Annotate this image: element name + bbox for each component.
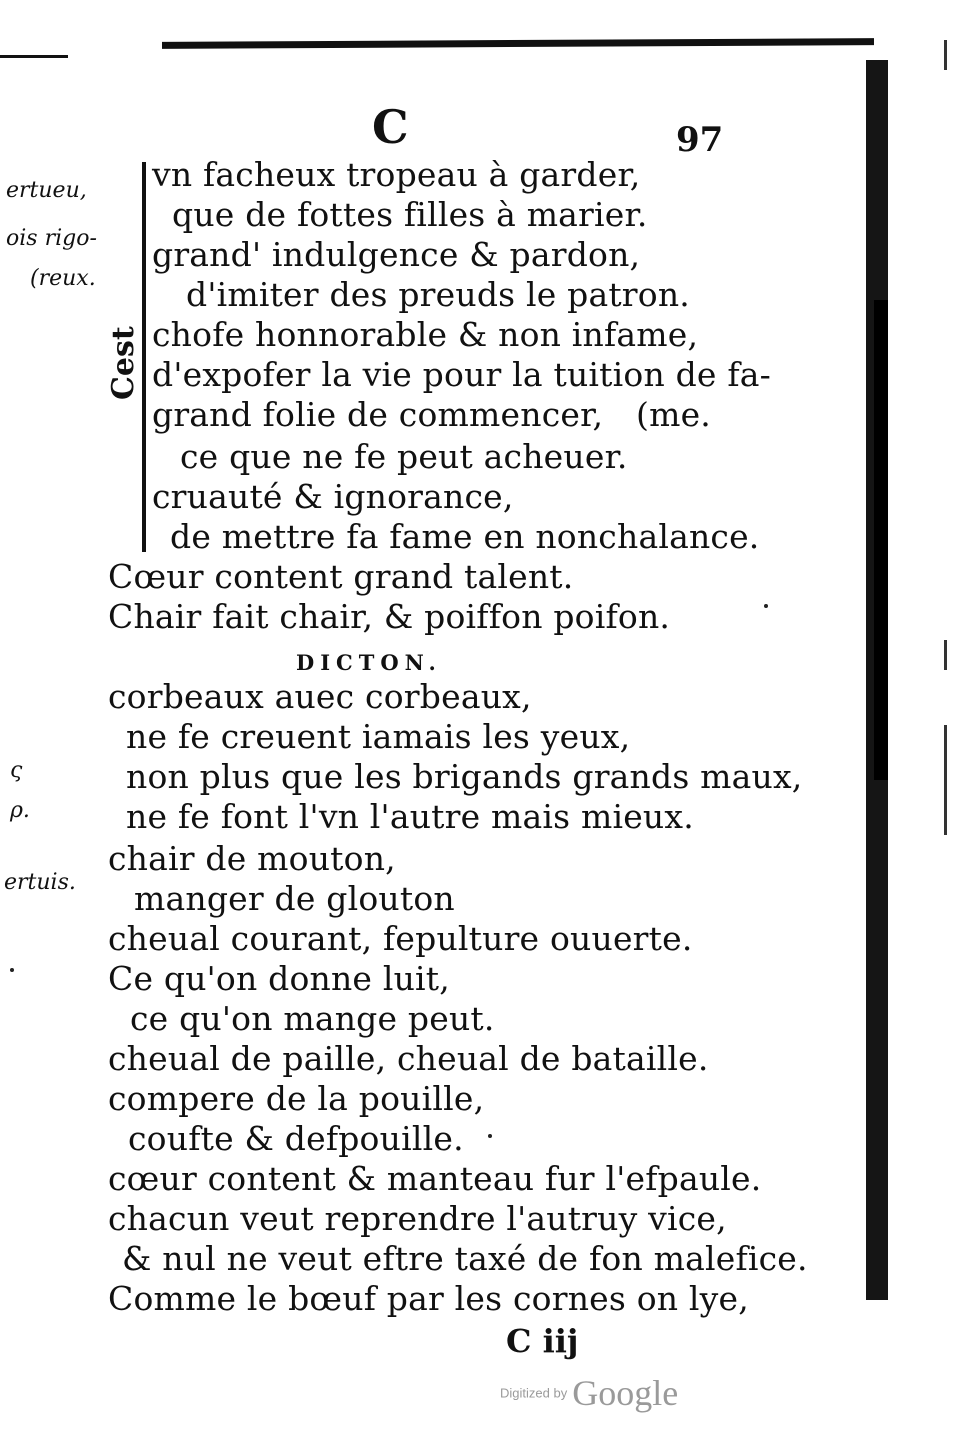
text-line: chofe honnorable & non infame,	[152, 315, 699, 354]
top-rule	[162, 38, 874, 49]
text-line: ce qu'on mange peut.	[130, 999, 495, 1038]
side-label: Cest	[106, 326, 141, 400]
text-line: Comme le bœuf par les cornes on lye,	[108, 1279, 749, 1318]
text-line: corbeaux auec corbeaux,	[108, 677, 532, 716]
text-line: cruauté & ignorance,	[152, 477, 514, 516]
text-line: Cœur content grand talent.	[108, 557, 574, 596]
text-line: vn facheux tropeau à garder,	[152, 155, 641, 194]
text-line: chacun veut reprendre l'autruy vice,	[108, 1199, 727, 1238]
speck	[488, 1134, 492, 1138]
text-line: & nul ne veut eftre taxé de fon malefice.	[122, 1239, 808, 1278]
text-line: grand folie de commencer,	[152, 395, 604, 434]
text-line: que de fottes filles à marier.	[172, 195, 648, 234]
margin-note: ertueu,	[6, 178, 87, 203]
text-line: grand' indulgence & pardon,	[152, 235, 641, 274]
margin-note: ertuis.	[4, 870, 76, 895]
text-line: Chair fait chair, & poiffon poifon.	[108, 597, 671, 636]
text-line: coufte & defpouille.	[128, 1119, 464, 1158]
text-line: cheual de paille, cheual de bataille.	[108, 1039, 709, 1078]
text-line: cœur content & manteau fur l'efpaule.	[108, 1159, 762, 1198]
page-number: 97	[676, 120, 724, 160]
page-gutter-shadow-dark	[874, 300, 888, 780]
text-line: ne fe creuent iamais les yeux,	[126, 717, 631, 756]
bracket-line	[142, 162, 146, 552]
watermark-prefix: Digitized by	[500, 1385, 568, 1401]
section-heading: DICTON.	[296, 650, 442, 675]
margin-note: ς	[10, 758, 23, 783]
signature-mark: C iij	[506, 1322, 579, 1360]
text-line: cheual courant, fepulture ouuerte.	[108, 919, 693, 958]
edge-mark	[944, 640, 947, 670]
google-logo: Google	[572, 1373, 679, 1413]
text-line-fragment: (me.	[636, 395, 711, 434]
text-line: de mettre fa fame en nonchalance.	[170, 517, 760, 556]
margin-note: (reux.	[30, 266, 96, 291]
margin-note: ois rigo-	[6, 226, 97, 251]
text-line: manger de glouton	[134, 879, 455, 918]
text-line: d'expofer la vie pour la tuition de fa-	[152, 355, 771, 394]
running-head: C	[372, 100, 409, 154]
digitization-watermark	[500, 1372, 678, 1414]
text-line: d'imiter des preuds le patron.	[186, 275, 690, 314]
speck	[764, 604, 768, 608]
text-line: compere de la pouille,	[108, 1079, 485, 1118]
text-line: non plus que les brigands grands maux,	[126, 757, 803, 796]
text-line: Ce qu'on donne luit,	[108, 959, 450, 998]
margin-note: ρ.	[10, 798, 30, 823]
left-rule	[0, 55, 68, 58]
text-line: ne fe font l'vn l'autre mais mieux.	[126, 797, 694, 836]
edge-mark	[944, 40, 947, 70]
text-line: ce que ne fe peut acheuer.	[180, 437, 628, 476]
speck	[10, 968, 14, 972]
edge-mark	[944, 725, 947, 835]
text-line: chair de mouton,	[108, 839, 396, 878]
